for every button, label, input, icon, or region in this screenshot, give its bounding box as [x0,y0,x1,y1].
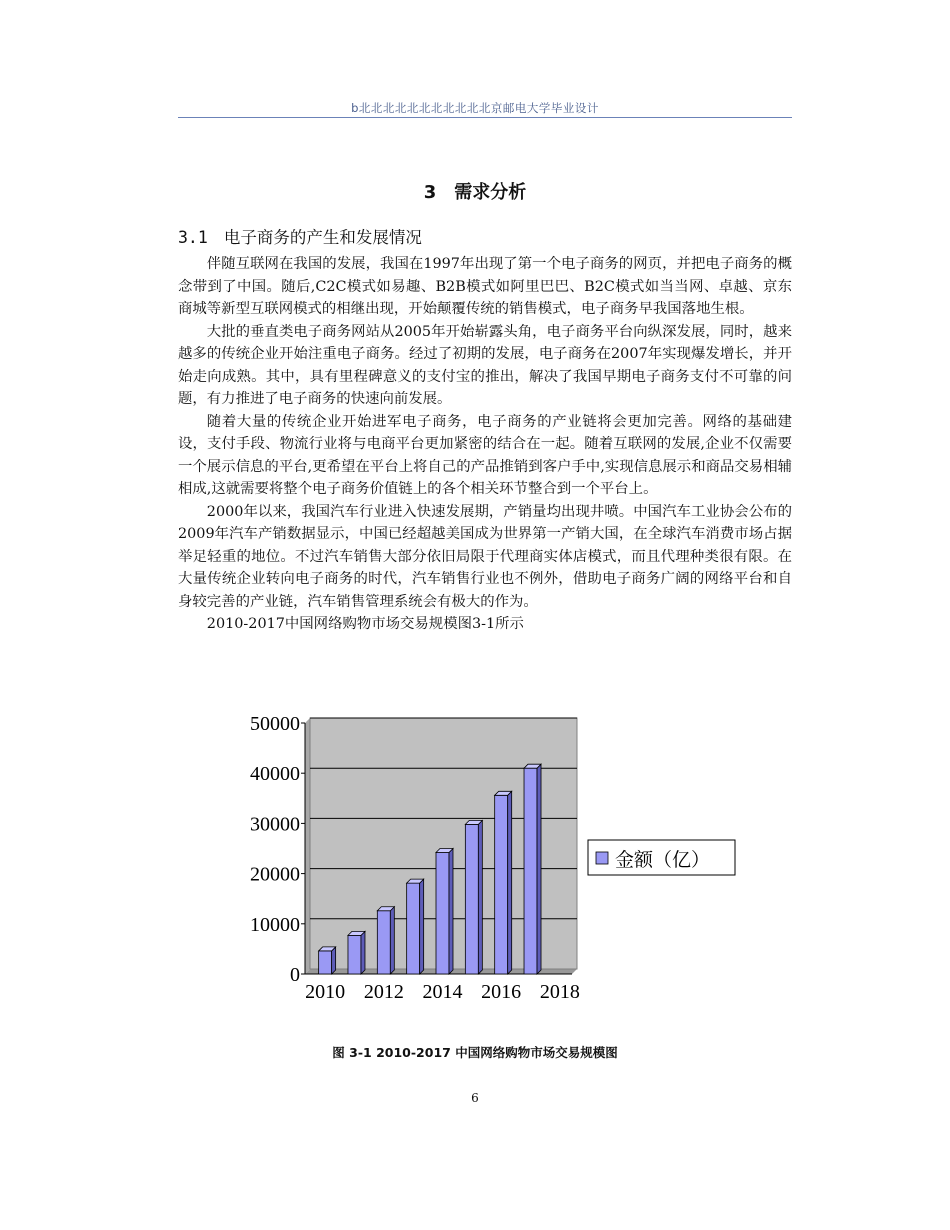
section-heading [178,224,422,248]
x-tick-label: 2018 [539,981,580,1003]
bar [436,853,449,974]
y-tick-label: 10000 [250,913,300,936]
bar-side [449,849,453,974]
legend-label: 金额（亿） [615,849,711,871]
bar [495,795,508,974]
bar [377,911,390,974]
paragraph: 大批的垂直类电子商务网站从2005年开始崭露头角，电子商务平台向纵深发展，同时，越来越多的传统企业开始注重电子商务。经过了初期的发展，电子商务在2007年实现爆发增长，并开始走向成熟。其中，具有里程碑意义的支付宝的推出，解决了我国早期电子商务支付不可靠的问题，有力推进了电子商务的快速向前发展。 [178,323,792,407]
bar-side [390,907,394,974]
legend-swatch [596,852,608,864]
y-tick-label: 30000 [250,813,300,836]
x-tick-label: 2014 [422,981,463,1003]
chapter-title: 需求分析 [454,182,527,203]
paragraph: 随着大量的传统企业开始进军电子商务，电子商务的产业链将会更加完善。网络的基础建设，支付手段、物流行业将与电商平台更加紧密的结合在一起。随着互联网的发展,企业不仅需要一个展示信息的平台,更希望在平台上将自己的产品推销到客户手中,实现信息展示和商品交易相辅相成,这就需要将整个电子商务价值链上的各个相关环节整合到一个平台上。 [178,413,792,497]
paragraph: 2010-2017中国网络购物市场交易规模图3-1所示 [206,616,524,632]
x-tick-label: 2010 [305,981,346,1003]
bar-side [508,791,512,974]
section-title: 电子商务的产生和发展情况 [223,228,422,247]
bar-side [420,879,424,974]
bar [407,883,420,974]
chapter-number: 3 [423,182,437,203]
bar [348,935,361,974]
paragraph: 2000年以来，我国汽车行业进入快速发展期，产销量均出现井喷。中国汽车工业协会公布的2009年汽车产销数据显示，中国已经超越美国成为世界第一产销大国，在全球汽车消费市场占据举足轻重的地位。不过汽车销售大部分依旧局限于代理商实体店模式，而且代理种类很有限。在大量传统企业转向电子商务的时代，汽车销售行业也不例外，借助电子商务广阔的网络平台和自身较完善的产业链，汽车销售管理系统会有极大的作为。 [178,503,792,610]
y-tick-label: 40000 [250,763,300,786]
y-tick-label: 20000 [250,863,300,886]
bar-side [361,931,365,974]
plot-side-wall [305,718,310,974]
y-tick-label: 0 [290,964,300,986]
bar [524,768,537,974]
page-number: 6 [471,1091,479,1105]
chart-container [240,705,740,1015]
x-tick-label: 2012 [363,981,404,1003]
chapter-heading [0,178,950,204]
body-text [178,253,792,636]
x-tick-label: 2016 [481,981,522,1003]
running-header: b北北北北北北北北北北北京邮电大学毕业设计 [351,101,599,115]
bar-side [478,820,482,974]
paragraph: 伴随互联网在我国的发展，我国在1997年出现了第一个电子商务的网页，并把电子商务的概念带到了中国。随后,C2C模式如易趣、B2B模式如阿里巴巴、B2C模式如当当网、卓越、京东商城等新型互联网模式的相继出现，开始颠覆传统的销售模式，电子商务早我国落地生根。 [178,256,792,317]
bar [319,951,332,974]
bar-side [332,947,336,974]
y-tick-label: 50000 [250,713,300,735]
section-number: 3.1 [178,228,208,247]
figure-caption: 图 3-1 2010-2017 中国网络购物市场交易规模图 [332,1045,618,1060]
header-rule [178,117,792,118]
bar-side [537,764,541,974]
market-size-chart [240,705,740,1015]
bar [465,824,478,974]
